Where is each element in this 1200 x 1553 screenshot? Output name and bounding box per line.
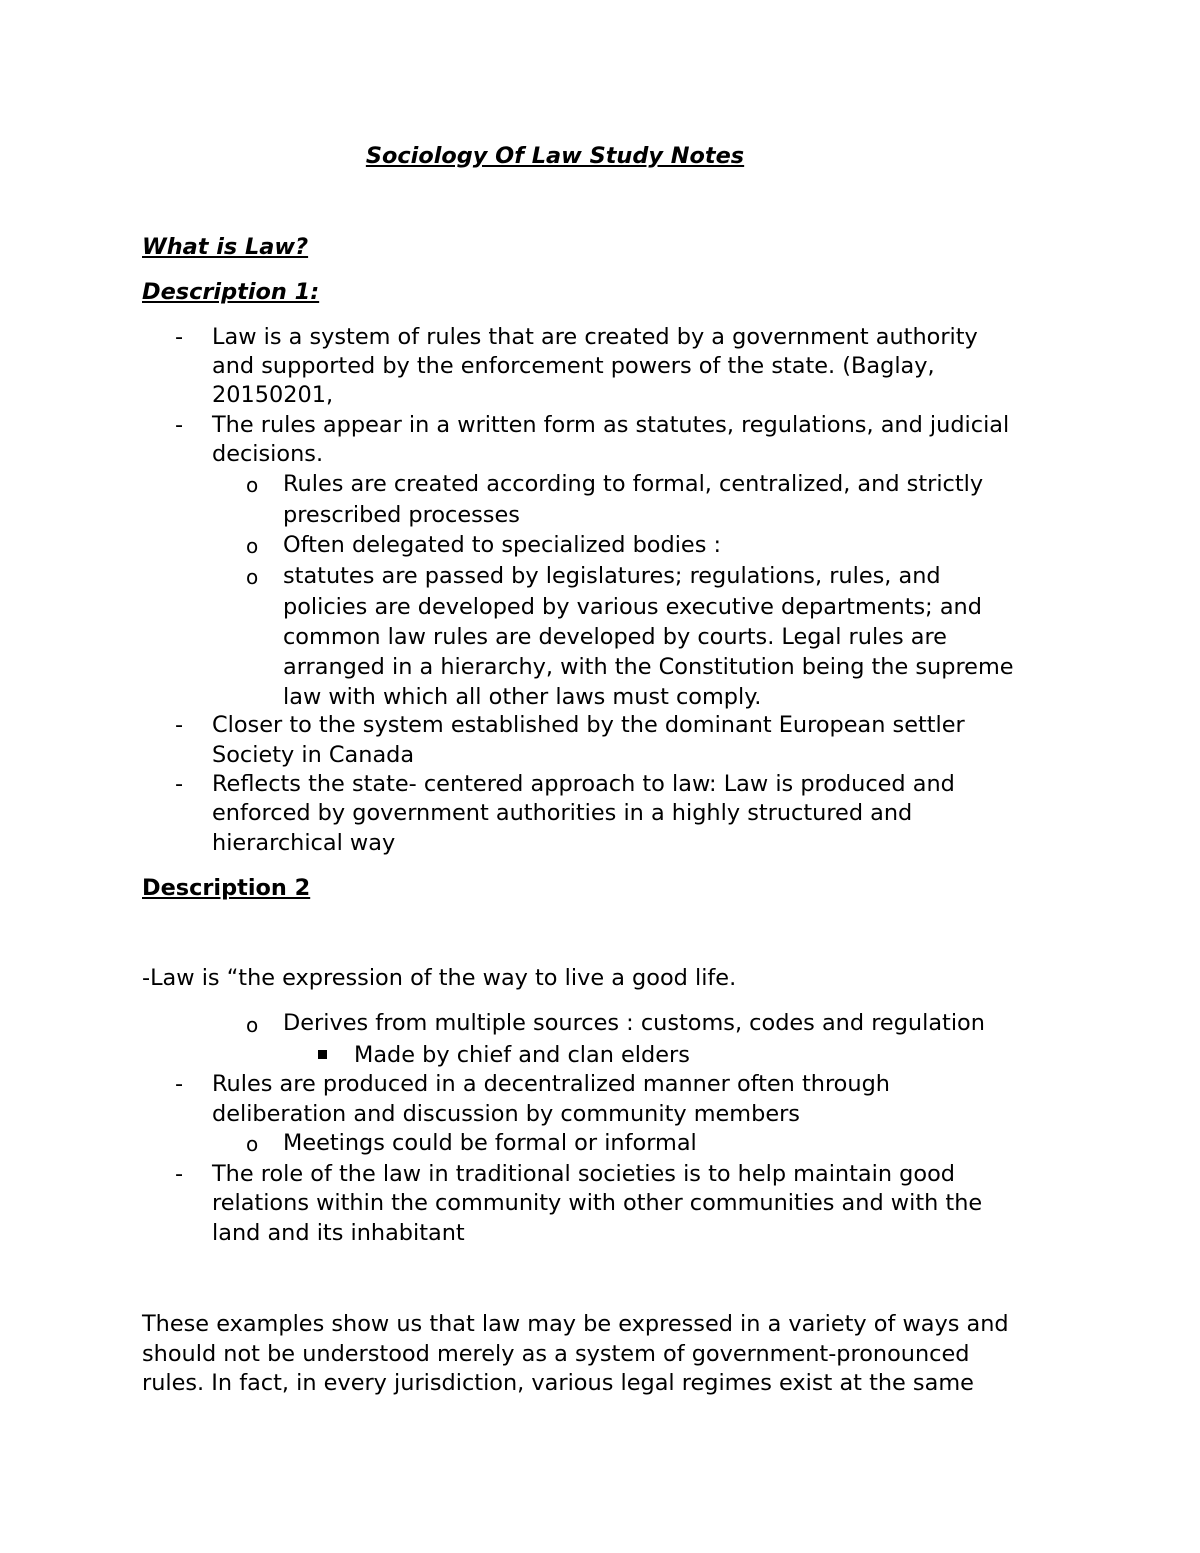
d2-sub1: Derives from multiple sources : customs, codes and regulation	[283, 1010, 985, 1036]
section-heading-what-is-law: What is Law?	[142, 234, 309, 260]
d2-item2-line3: land and its inhabitant	[212, 1220, 465, 1246]
dash-bullet: -	[175, 771, 184, 797]
dash-bullet: -	[175, 712, 184, 738]
d1-sub3-line3: common law rules are developed by courts. Legal rules are	[283, 624, 947, 650]
closing-line2: should not be understood merely as a system of government-pronounced	[142, 1341, 970, 1367]
d1-item1-line3: 20150201,	[212, 382, 334, 408]
d1-sub3-line5: law with which all other laws must comply.	[283, 684, 762, 710]
closing-line1: These examples show us that law may be expressed in a variety of ways and	[142, 1311, 1009, 1337]
document-title: Sociology Of Law Study Notes	[365, 143, 745, 169]
description-1-label: Description 1:	[142, 279, 320, 305]
circle-bullet: o	[246, 534, 259, 558]
d2-item1-line2: deliberation and discussion by community members	[212, 1101, 800, 1127]
d1-item1-line1: Law is a system of rules that are created by a government authority	[212, 324, 978, 350]
dash-bullet: -	[175, 1161, 184, 1187]
description-2-label: Description 2	[142, 875, 311, 901]
d1-item3-line2: Society in Canada	[212, 742, 415, 768]
circle-bullet: o	[246, 565, 259, 589]
d1-item2-line2: decisions.	[212, 441, 324, 467]
d1-sub1-line2: prescribed processes	[283, 502, 520, 528]
dash-bullet: -	[175, 412, 184, 438]
d1-item1-line2: and supported by the enforcement powers of the state. (Baglay,	[212, 353, 935, 379]
d2-intro: -Law is “the expression of the way to live a good life.	[142, 965, 737, 991]
d2-item2-line1: The role of the law in traditional societies is to help maintain good	[212, 1161, 955, 1187]
d2-sub2: Meetings could be formal or informal	[283, 1130, 697, 1156]
dash-bullet: -	[175, 1071, 184, 1097]
d1-item4-line2: enforced by government authorities in a highly structured and	[212, 800, 913, 826]
d1-sub3-line2: policies are developed by various executive departments; and	[283, 594, 982, 620]
circle-bullet: o	[246, 1132, 259, 1156]
d2-item1-line1: Rules are produced in a decentralized manner often through	[212, 1071, 890, 1097]
circle-bullet: o	[246, 1013, 259, 1037]
d1-item3-line1: Closer to the system established by the dominant European settler	[212, 712, 965, 738]
closing-line3: rules. In fact, in every jurisdiction, various legal regimes exist at the same	[142, 1370, 974, 1396]
d1-sub3-line4: arranged in a hierarchy, with the Constitution being the supreme	[283, 654, 1014, 680]
d1-item4-line3: hierarchical way	[212, 830, 396, 856]
d1-item2-line1: The rules appear in a written form as statutes, regulations, and judicial	[212, 412, 1010, 438]
d1-sub1-line1: Rules are created according to formal, centralized, and strictly	[283, 471, 984, 497]
d1-sub3-line1: statutes are passed by legislatures; regulations, rules, and	[283, 563, 941, 589]
d2-item2-line2: relations within the community with other communities and with the	[212, 1190, 983, 1216]
dash-bullet: -	[175, 324, 184, 350]
circle-bullet: o	[246, 473, 259, 497]
d1-item4-line1: Reflects the state- centered approach to law: Law is produced and	[212, 771, 955, 797]
d2-subsub1: Made by chief and clan elders	[354, 1042, 690, 1068]
square-bullet-icon	[318, 1050, 327, 1059]
d1-sub2-line1: Often delegated to specialized bodies :	[283, 532, 722, 558]
